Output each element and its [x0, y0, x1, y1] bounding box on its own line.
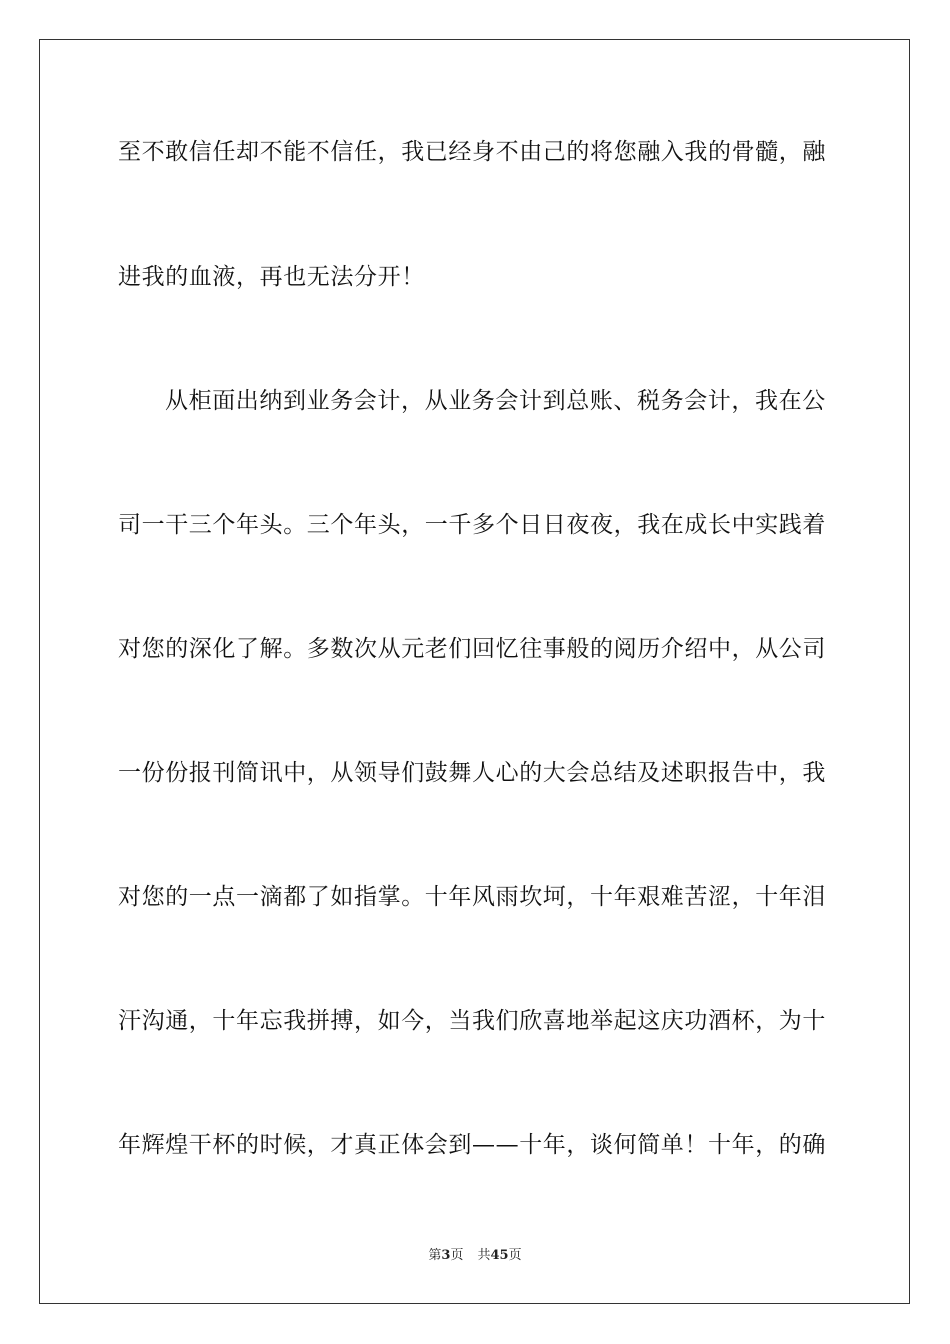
text-line: 从柜面出纳到业务会计，从业务会计到总账、税务会计，我在公: [165, 388, 826, 414]
page-number: 3: [441, 1248, 451, 1263]
text-line: 至不敢信任却不能不信任，我已经身不由己的将您融入我的骨髓，融: [118, 139, 826, 165]
text-line: 对您的深化了解。多数次从元老们回忆往事般的阅历介绍中，从公司: [118, 636, 826, 662]
text-line: 对您的一点一滴都了如指掌。十年风雨坎坷，十年艰难苦涩，十年泪: [118, 884, 826, 910]
page-footer: [0, 1247, 950, 1265]
text-line: 汗沟通，十年忘我拼搏，如今，当我们欣喜地举起这庆功酒杯，为十: [118, 1008, 826, 1034]
text-line: 司一干三个年头。三个年头，一千多个日日夜夜，我在成长中实践着: [118, 512, 826, 538]
text-line: 进我的血液，再也无法分开！: [118, 264, 425, 290]
total-prefix: 共: [477, 1248, 491, 1263]
page-suffix: 页: [450, 1248, 464, 1263]
page-prefix: 第: [428, 1248, 442, 1263]
text-line: 年辉煌干杯的时候，才真正体会到——十年，谈何简单！十年，的确: [118, 1132, 826, 1158]
text-line: 一份份报刊简讯中，从领导们鼓舞人心的大会总结及述职报告中，我: [118, 760, 826, 786]
total-suffix: 页: [508, 1248, 522, 1263]
page-border: [39, 39, 910, 1304]
total-pages: 45: [490, 1248, 509, 1263]
